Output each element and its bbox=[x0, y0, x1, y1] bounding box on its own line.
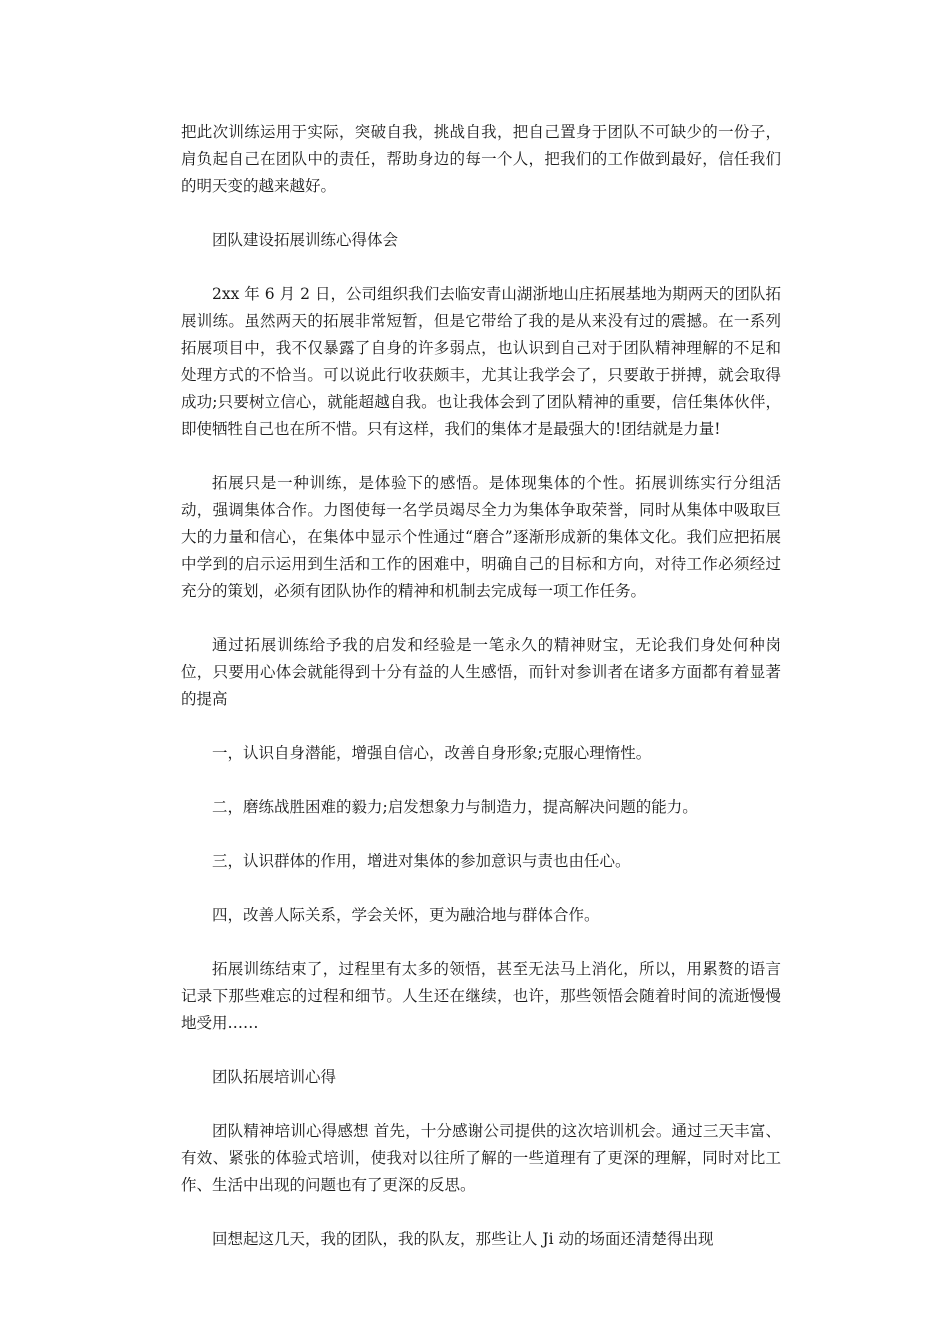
paragraph-gap bbox=[181, 875, 781, 902]
paragraph-gap bbox=[181, 254, 781, 281]
paragraph-gap bbox=[181, 1037, 781, 1064]
paragraph-gap bbox=[181, 713, 781, 740]
paragraph-intro: 把此次训练运用于实际，突破自我，挑战自我，把自己置身于团队不可缺少的一份子，肩负起自己在团队中的责任，帮助身边的每一个人，把我们的工作做到最好，信任我们的明天变的越来越好。 bbox=[181, 123, 781, 195]
paragraph-recollection: 回想起这几天，我的团队，我的队友，那些让人 Ji 动的场面还清楚得出现 bbox=[212, 1230, 714, 1248]
paragraph-inspiration: 通过拓展训练给予我的启发和经验是一笔永久的精神财宝，无论我们身处何种岗位，只要用心体会就能得到十分有益的人生感悟，而针对参训者在诸多方面都有着显著的提高 bbox=[181, 636, 781, 708]
section-heading-team-building: 团队建设拓展训练心得体会 bbox=[212, 231, 399, 249]
paragraph-gap bbox=[181, 767, 781, 794]
paragraph-gap bbox=[181, 605, 781, 632]
paragraph-event-date: 2xx 年 6 月 2 日，公司组织我们去临安青山湖浙地山庄拓展基地为期两天的团队拓展训练。虽然两天的拓展非常短暂，但是它带给了我的是从来没有过的震撼。在一系列拓展项目中，我不仅暴露了自身的许多弱点，也认识到自己对于团队精神理解的不足和处理方式的不恰当。可以说此行收获颇丰，尤其让我学会了，只要敢于拼搏，就会取得成功;只要树立信心，就能超越自我。也让我体会到了团队精神的重要，信任集体伙伴，即使牺牲自己也在所不惜。只有这样，我们的集体才是最强大的!团结就是力量! bbox=[181, 285, 781, 438]
list-item-one: 一，认识自身潜能，增强自信心，改善自身形象;克服心理惰性。 bbox=[212, 744, 652, 762]
paragraph-gap bbox=[181, 1199, 781, 1226]
list-item-two: 二，磨练战胜困难的毅力;启发想象力与制造力，提高解决问题的能力。 bbox=[212, 798, 698, 816]
paragraph-gap bbox=[181, 1091, 781, 1118]
section-heading-team-training: 团队拓展培训心得 bbox=[212, 1068, 337, 1086]
paragraph-gap bbox=[181, 821, 781, 848]
paragraph-gap bbox=[181, 443, 781, 470]
paragraph-gap bbox=[181, 929, 781, 956]
paragraph-training-thanks: 团队精神培训心得感想 首先，十分感谢公司提供的这次培训机会。通过三天丰富、有效、紧张的体验式培训，使我对以往所了解的一些道理有了更深的理解，同时对比工作、生活中出现的问题也有了更深的反思。 bbox=[181, 1122, 781, 1194]
paragraph-gap bbox=[181, 200, 781, 227]
list-item-three: 三，认识群体的作用，增进对集体的参加意识与责也由任心。 bbox=[212, 852, 631, 870]
document-page bbox=[181, 119, 781, 1253]
paragraph-conclusion: 拓展训练结束了，过程里有太多的领悟，甚至无法马上消化，所以，用累赘的语言记录下那些难忘的过程和细节。人生还在继续，也许，那些领悟会随着时间的流逝慢慢地受用…… bbox=[181, 960, 781, 1032]
paragraph-training-nature: 拓展只是一种训练，是体验下的感悟。是体现集体的个性。拓展训练实行分组活动，强调集体合作。力图使每一名学员竭尽全力为集体争取荣誉，同时从集体中吸取巨大的力量和信心，在集体中显示个性通过“磨合”逐渐形成新的集体文化。我们应把拓展中学到的启示运用到生活和工作的困难中，明确自己的目标和方向，对待工作必须经过充分的策划，必须有团队协作的精神和机制去完成每一项工作任务。 bbox=[181, 474, 781, 600]
list-item-four: 四，改善人际关系，学会关怀，更为融洽地与群体合作。 bbox=[212, 906, 600, 924]
